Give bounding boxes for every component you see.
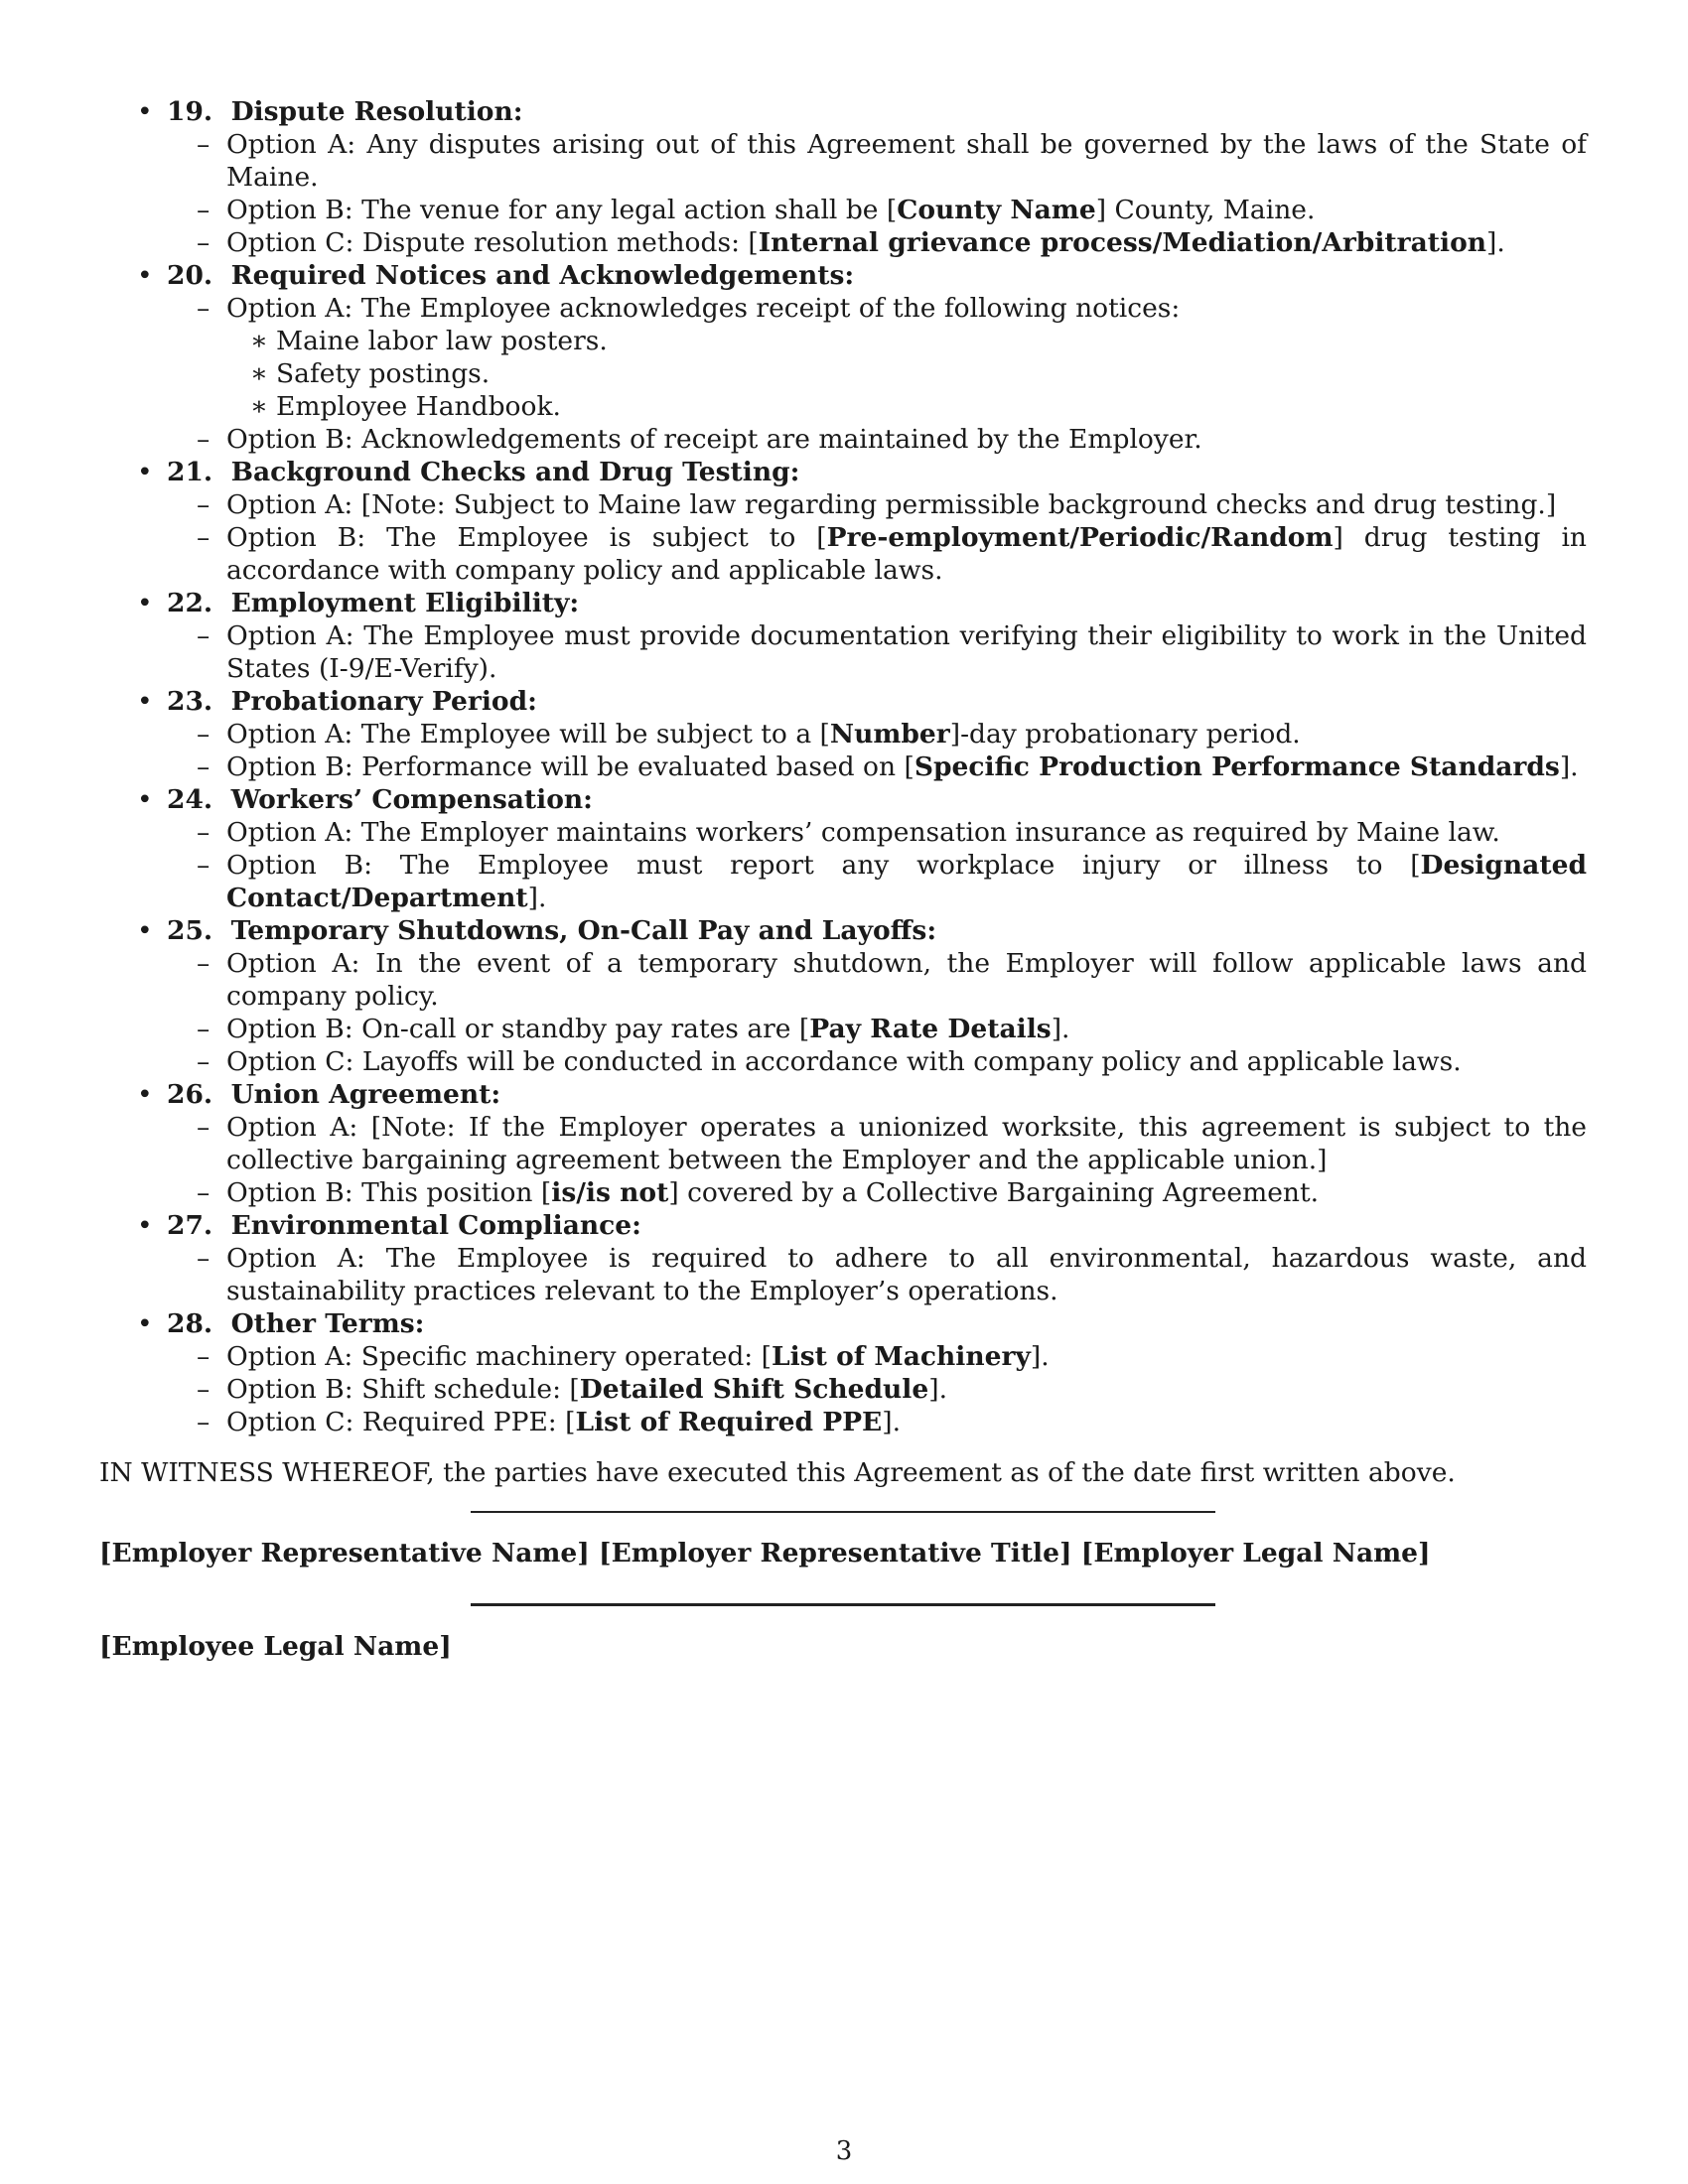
option-item	[167, 194, 1587, 226]
option-item	[167, 718, 1587, 751]
option-text-end: ] covered by a Collective Bargaining Agreement.	[668, 1177, 1320, 1208]
dash-icon: –	[197, 948, 211, 979]
option-label: Option C:	[226, 1407, 354, 1437]
section-title: Probationary Period:	[230, 686, 537, 717]
dash-icon: –	[197, 489, 211, 520]
section-title: Background Checks and Drug Testing:	[230, 457, 800, 487]
option-label: Option B:	[226, 522, 366, 553]
option-text: [Note: If the Employer operates a unionized worksite, this agreement is subject to the collective bargaining agreement between the Employer and the applicable union.]	[226, 1112, 1587, 1175]
employer-signature-line	[471, 1511, 1215, 1513]
option-text: Any disputes arising out of this Agreement shall be governed by the laws of the State of Maine.	[226, 129, 1587, 193]
option-item	[167, 1373, 1587, 1406]
bullet-icon: •	[137, 686, 153, 717]
option-label: Option A:	[226, 1112, 358, 1143]
option-text: Performance will be evaluated based on [	[361, 751, 914, 782]
section-heading	[167, 1308, 424, 1339]
option-text-end: ]-day probationary period.	[949, 719, 1301, 750]
option-label: Option A:	[226, 817, 353, 848]
sub-item	[226, 325, 1587, 357]
dash-icon: –	[197, 850, 211, 881]
option-list	[167, 1242, 1587, 1307]
option-list	[167, 619, 1587, 685]
section-item	[99, 1078, 1587, 1209]
option-text: The Employee is subject to [	[386, 522, 827, 553]
option-item	[167, 521, 1587, 587]
option-item	[167, 226, 1587, 259]
placeholder-field: Number	[829, 719, 950, 750]
section-title: Workers’ Compensation:	[230, 784, 593, 815]
option-label: Option B:	[226, 1177, 353, 1208]
section-item	[99, 783, 1587, 914]
sub-item-text: Employee Handbook.	[276, 391, 561, 422]
section-item	[99, 259, 1587, 456]
option-label: Option A:	[226, 129, 356, 160]
section-number: 24.	[167, 784, 213, 815]
option-item	[167, 751, 1587, 783]
dash-icon: –	[197, 1407, 211, 1437]
section-number: 19.	[167, 96, 213, 127]
option-label: Option B:	[226, 850, 373, 881]
option-label: Option A:	[226, 293, 353, 324]
section-heading	[167, 457, 799, 487]
option-list	[167, 816, 1587, 914]
bullet-icon: •	[137, 1079, 153, 1110]
option-item	[167, 1111, 1587, 1176]
option-text-end: ].	[527, 883, 547, 913]
sub-item	[226, 390, 1587, 423]
page-number: 3	[835, 2136, 853, 2166]
employee-signature-block: [Employee Legal Name]	[99, 1631, 452, 1662]
sub-list	[226, 325, 1587, 423]
bullet-icon: •	[137, 915, 153, 946]
placeholder-field: is/is not	[551, 1177, 669, 1208]
dash-icon: –	[197, 129, 211, 160]
option-item	[167, 488, 1587, 521]
section-heading	[167, 686, 537, 717]
section-item	[99, 1307, 1587, 1438]
sub-item	[226, 357, 1587, 390]
dash-icon: –	[197, 195, 211, 225]
section-number: 27.	[167, 1210, 213, 1241]
asterisk-icon: ∗	[250, 391, 269, 422]
sub-item-text: Safety postings.	[276, 358, 491, 389]
employer-signature-block: [Employer Representative Name] [Employer Representative Title] [Employer Legal Name]	[99, 1538, 1431, 1569]
placeholder-field: Internal grievance process/Mediation/Arbitration	[758, 227, 1487, 258]
option-text-end: ].	[928, 1374, 947, 1405]
section-item	[99, 95, 1587, 259]
section-heading	[167, 915, 936, 946]
option-text-end: ].	[1030, 1341, 1050, 1372]
option-text: This position [	[361, 1177, 552, 1208]
dash-icon: –	[197, 1112, 211, 1143]
section-heading	[167, 1079, 500, 1110]
option-item	[167, 1242, 1587, 1307]
section-item	[99, 914, 1587, 1078]
option-text: [Note: Subject to Maine law regarding permissible background checks and drug testing.]	[360, 489, 1557, 520]
option-text-end: ].	[1051, 1014, 1070, 1044]
option-text: In the event of a temporary shutdown, the Employer will follow applicable laws and company policy.	[226, 948, 1587, 1012]
section-item	[99, 685, 1587, 783]
option-item	[167, 1176, 1587, 1209]
document-page	[99, 95, 1587, 1663]
option-item	[167, 292, 1587, 423]
section-title: Union Agreement:	[230, 1079, 501, 1110]
employer-legal-name: Employer Legal Name	[1093, 1538, 1419, 1569]
section-number: 20.	[167, 260, 213, 291]
option-list	[167, 128, 1587, 259]
bullet-icon: •	[137, 260, 153, 291]
bullet-icon: •	[137, 96, 153, 127]
employee-legal-name: Employee Legal Name	[111, 1631, 440, 1662]
option-text: The Employee must provide documentation verifying their eligibility to work in the United States (I-9/E-Verify).	[226, 620, 1587, 684]
option-label: Option A:	[226, 620, 354, 651]
option-item	[167, 1406, 1587, 1438]
option-label: Option C:	[226, 1046, 354, 1077]
option-label: Option B:	[226, 751, 353, 782]
option-label: Option A:	[226, 1243, 365, 1274]
placeholder-field: List of Required PPE	[575, 1407, 883, 1437]
section-title: Required Notices and Acknowledgements:	[230, 260, 855, 291]
option-text: Dispute resolution methods: [	[361, 227, 759, 258]
section-number: 22.	[167, 588, 213, 618]
section-item	[99, 587, 1587, 685]
dash-icon: –	[197, 1374, 211, 1405]
bullet-icon: •	[137, 784, 153, 815]
bullet-icon: •	[137, 457, 153, 487]
employee-signature-line	[471, 1603, 1215, 1606]
section-title: Dispute Resolution:	[230, 96, 523, 127]
option-text: Layoffs will be conducted in accordance with company policy and applicable laws.	[361, 1046, 1462, 1077]
option-text-end: ] County, Maine.	[1095, 195, 1316, 225]
dash-icon: –	[197, 1341, 211, 1372]
placeholder-field: Detailed Shift Schedule	[579, 1374, 929, 1405]
option-text: The Employee must report any workplace injury or illness to [	[399, 850, 1421, 881]
option-label: Option A:	[226, 489, 353, 520]
dash-icon: –	[197, 1177, 211, 1208]
asterisk-icon: ∗	[250, 326, 269, 356]
section-heading	[167, 96, 523, 127]
option-list	[167, 1111, 1587, 1209]
placeholder-field: County Name	[897, 195, 1096, 225]
section-list	[99, 95, 1587, 1438]
section-title: Other Terms:	[230, 1308, 425, 1339]
option-item	[167, 947, 1587, 1013]
option-label: Option B:	[226, 1374, 353, 1405]
dash-icon: –	[197, 522, 211, 553]
section-heading	[167, 784, 593, 815]
section-number: 25.	[167, 915, 213, 946]
option-item	[167, 849, 1587, 914]
asterisk-icon: ∗	[250, 358, 269, 389]
section-number: 26.	[167, 1079, 213, 1110]
employer-rep-name: Employer Representative Name	[111, 1538, 578, 1569]
section-item	[99, 456, 1587, 587]
option-label: Option A:	[226, 719, 353, 750]
dash-icon: –	[197, 751, 211, 782]
section-title: Employment Eligibility:	[230, 588, 580, 618]
option-list	[167, 488, 1587, 587]
option-text: The Employee is required to adhere to all environmental, hazardous waste, and sustainability practices relevant to the Employer’s operations.	[226, 1243, 1587, 1306]
section-title: Environmental Compliance:	[230, 1210, 641, 1241]
dash-icon: –	[197, 293, 211, 324]
option-text-end: ] drug testing in accordance with company policy and applicable laws.	[226, 522, 1587, 586]
option-item	[167, 1045, 1587, 1078]
witness-statement: IN WITNESS WHEREOF, the parties have executed this Agreement as of the date first written above.	[99, 1457, 1456, 1488]
option-label: Option A:	[226, 948, 360, 979]
option-text-end: ].	[1486, 227, 1505, 258]
placeholder-field: List of Machinery	[772, 1341, 1031, 1372]
dash-icon: –	[197, 1243, 211, 1274]
placeholder-field: Pre-employment/Periodic/Random	[826, 522, 1334, 553]
option-list	[167, 947, 1587, 1078]
option-item	[167, 619, 1587, 685]
option-list	[167, 718, 1587, 783]
placeholder-field: Designated Contact/Department	[226, 850, 1587, 913]
dash-icon: –	[197, 1014, 211, 1044]
option-text: Required PPE: [	[361, 1407, 576, 1437]
option-label: Option B:	[226, 1014, 353, 1044]
placeholder-field: Specific Production Performance Standards	[914, 751, 1560, 782]
placeholder-field: Pay Rate Details	[809, 1014, 1052, 1044]
option-text-end: ].	[882, 1407, 902, 1437]
option-item	[167, 1340, 1587, 1373]
option-text: Shift schedule: [	[361, 1374, 580, 1405]
section-item	[99, 1209, 1587, 1307]
option-text: On-call or standby pay rates are [	[361, 1014, 810, 1044]
option-list	[167, 292, 1587, 456]
option-text-end: ].	[1559, 751, 1579, 782]
section-heading	[167, 260, 854, 291]
employer-rep-title: Employer Representative Title	[611, 1538, 1059, 1569]
option-text: Specific machinery operated: [	[360, 1341, 772, 1372]
sub-item-text: Maine labor law posters.	[276, 326, 608, 356]
section-title: Temporary Shutdowns, On-Call Pay and Layoffs:	[230, 915, 937, 946]
option-text: The Employee acknowledges receipt of the following notices:	[360, 293, 1181, 324]
bullet-icon: •	[137, 588, 153, 618]
option-label: Option A:	[226, 1341, 353, 1372]
option-label: Option B:	[226, 424, 353, 455]
bullet-icon: •	[137, 1210, 153, 1241]
option-text: The Employee will be subject to a [	[360, 719, 830, 750]
section-number: 23.	[167, 686, 213, 717]
option-item	[167, 816, 1587, 849]
dash-icon: –	[197, 227, 211, 258]
section-heading	[167, 588, 579, 618]
dash-icon: –	[197, 620, 211, 651]
option-label: Option C:	[226, 227, 354, 258]
section-number: 28.	[167, 1308, 213, 1339]
option-item	[167, 1013, 1587, 1045]
bullet-icon: •	[137, 1308, 153, 1339]
section-heading	[167, 1210, 641, 1241]
option-item	[167, 128, 1587, 194]
option-list	[167, 1340, 1587, 1438]
option-text: Acknowledgements of receipt are maintained by the Employer.	[361, 424, 1202, 455]
dash-icon: –	[197, 719, 211, 750]
option-text: The venue for any legal action shall be [	[361, 195, 898, 225]
option-text: The Employer maintains workers’ compensation insurance as required by Maine law.	[360, 817, 1500, 848]
dash-icon: –	[197, 817, 211, 848]
dash-icon: –	[197, 1046, 211, 1077]
dash-icon: –	[197, 424, 211, 455]
section-number: 21.	[167, 457, 213, 487]
option-label: Option B:	[226, 195, 353, 225]
option-item	[167, 423, 1587, 456]
